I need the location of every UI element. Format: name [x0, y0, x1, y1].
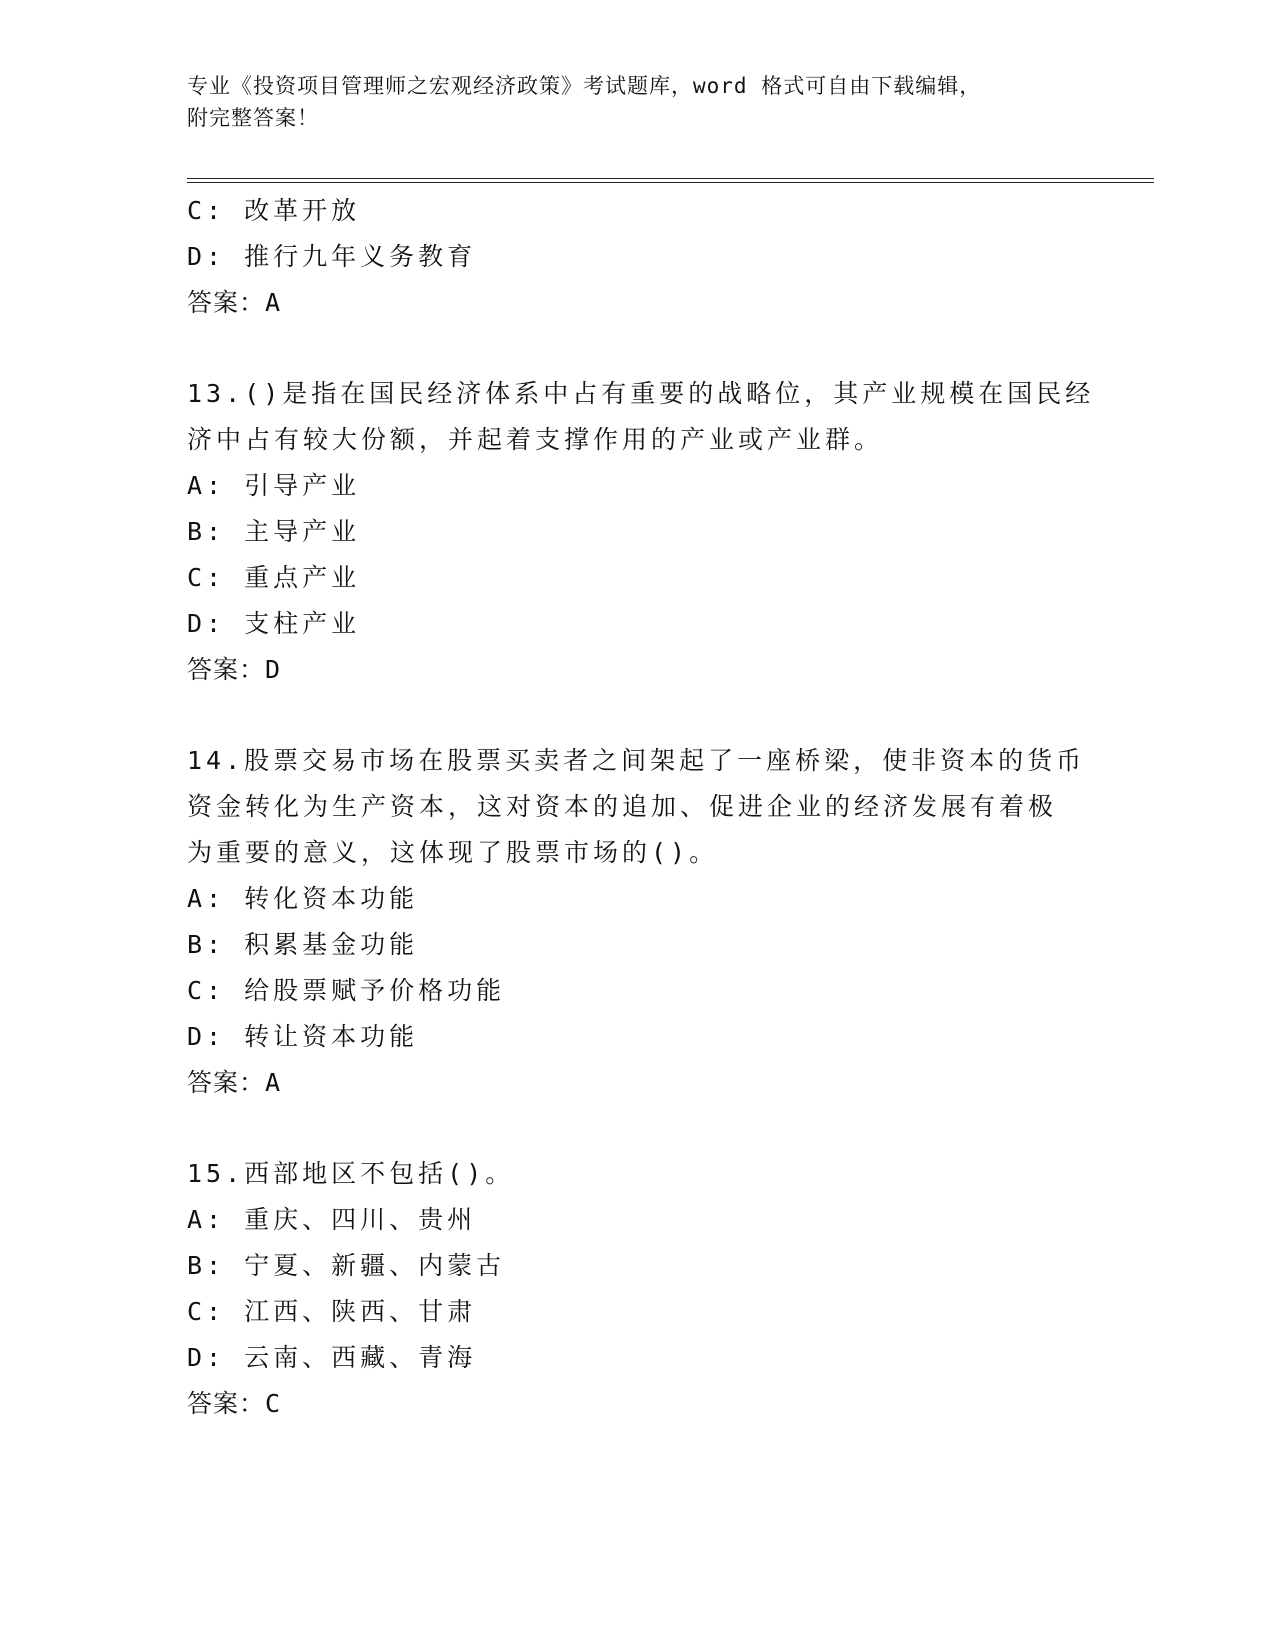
question-12-tail: [187, 188, 1087, 326]
option-a: A: 重庆、四川、贵州: [187, 1205, 477, 1234]
question-15: [187, 1151, 1087, 1427]
answer: 答案：C: [187, 1389, 282, 1418]
question-stem: 15.西部地区不包括()。: [187, 1159, 515, 1188]
question-14: [187, 738, 1087, 1106]
question-list: [187, 188, 1095, 1427]
header-line-2: 附完整答案！: [187, 106, 319, 130]
option-a: A: 转化资本功能: [187, 884, 419, 913]
answer: 答案：D: [187, 655, 282, 684]
option-d: D: 推行九年义务教育: [187, 242, 477, 271]
option-d: D: 支柱产业: [187, 609, 361, 638]
option-b: B: 积累基金功能: [187, 930, 419, 959]
option-c: C: 给股票赋予价格功能: [187, 976, 506, 1005]
option-c: C: 重点产业: [187, 563, 361, 592]
option-d: D: 转让资本功能: [187, 1022, 419, 1051]
header-divider: [187, 178, 1154, 183]
question-stem: 13.()是指在国民经济体系中占有重要的战略位，其产业规模在国民经: [187, 379, 1095, 408]
option-c: C: 改革开放: [187, 196, 361, 225]
spacer: [187, 326, 1087, 371]
spacer: [187, 1106, 1087, 1151]
option-b: B: 主导产业: [187, 517, 361, 546]
option-b: B: 宁夏、新疆、内蒙古: [187, 1251, 506, 1280]
option-d: D: 云南、西藏、青海: [187, 1343, 477, 1372]
answer: 答案：A: [187, 288, 282, 317]
option-c: C: 江西、陕西、甘肃: [187, 1297, 477, 1326]
question-13: [187, 371, 1095, 693]
question-stem: 为重要的意义，这体现了股票市场的()。: [187, 838, 719, 867]
header-line-1: 专业《投资项目管理师之宏观经济政策》考试题库，word 格式可自由下载编辑，: [187, 74, 982, 98]
page-header: [187, 70, 1087, 134]
question-stem: 资金转化为生产资本，这对资本的追加、促进企业的经济发展有着极: [187, 792, 1058, 821]
spacer: [187, 693, 1087, 738]
answer: 答案：A: [187, 1068, 282, 1097]
option-a: A: 引导产业: [187, 471, 361, 500]
question-stem: 济中占有较大份额，并起着支撑作用的产业或产业群。: [187, 425, 884, 454]
question-stem: 14.股票交易市场在股票买卖者之间架起了一座桥梁，使非资本的货币: [187, 746, 1086, 775]
